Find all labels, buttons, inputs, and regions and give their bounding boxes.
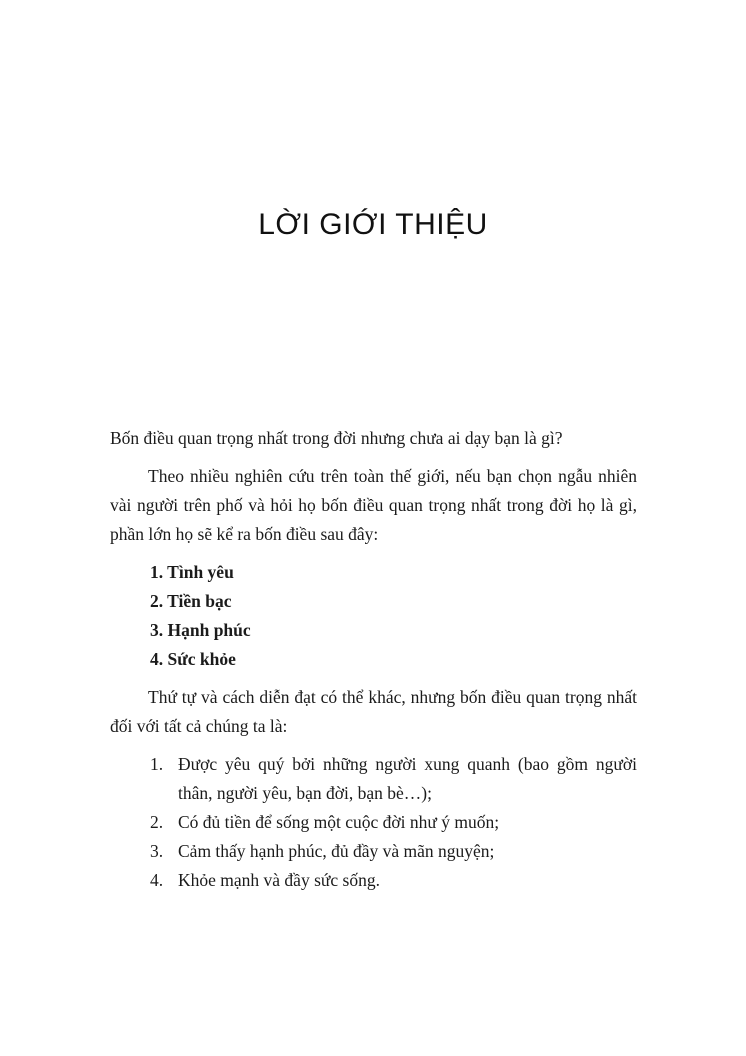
bold-list-item: 3. Hạnh phúc <box>150 620 251 640</box>
list-item-text: Cảm thấy hạnh phúc, đủ đầy và mãn nguyện; <box>178 841 495 861</box>
list-item-text: Có đủ tiền để sống một cuộc đời như ý muốn; <box>178 812 500 832</box>
four-things-detail-list <box>150 750 637 895</box>
bold-list-item: 4. Sức khỏe <box>150 649 236 669</box>
list-item-text: Được yêu quý bởi những người xung quanh (bao gồm người thân, người yêu, bạn đời, bạn bè…); <box>178 754 637 803</box>
list-item-number: 2. <box>150 812 164 832</box>
numbered-list-item <box>150 866 637 895</box>
numbered-list-item <box>150 837 637 866</box>
list-item-number: 4. <box>150 870 164 890</box>
paragraph-research: Theo nhiều nghiên cứu trên toàn thế giới, nếu bạn chọn ngẫu nhiên vài người trên phố và hỏi họ bốn điều quan trọng nhất trong đời họ là gì, phần lớn họ sẽ kể ra bốn điều sau đây: <box>110 466 637 544</box>
paragraph-question: Bốn điều quan trọng nhất trong đời nhưng chưa ai dạy bạn là gì? <box>110 428 563 448</box>
chapter-title: LỜI GIỚI THIỆU <box>258 208 488 241</box>
four-things-bold-list <box>150 558 637 674</box>
list-item-number: 1. <box>150 754 164 774</box>
list-item-number: 3. <box>150 841 164 861</box>
numbered-list-item <box>150 750 637 808</box>
bold-list-item: 1. Tình yêu <box>150 562 234 582</box>
page-content <box>110 424 637 895</box>
list-item-text: Khỏe mạnh và đầy sức sống. <box>178 870 380 890</box>
bold-list-item: 2. Tiền bạc <box>150 591 232 611</box>
paragraph-order: Thứ tự và cách diễn đạt có thể khác, nhưng bốn điều quan trọng nhất đối với tất cả chúng ta là: <box>110 687 637 736</box>
numbered-list-item <box>150 808 637 837</box>
